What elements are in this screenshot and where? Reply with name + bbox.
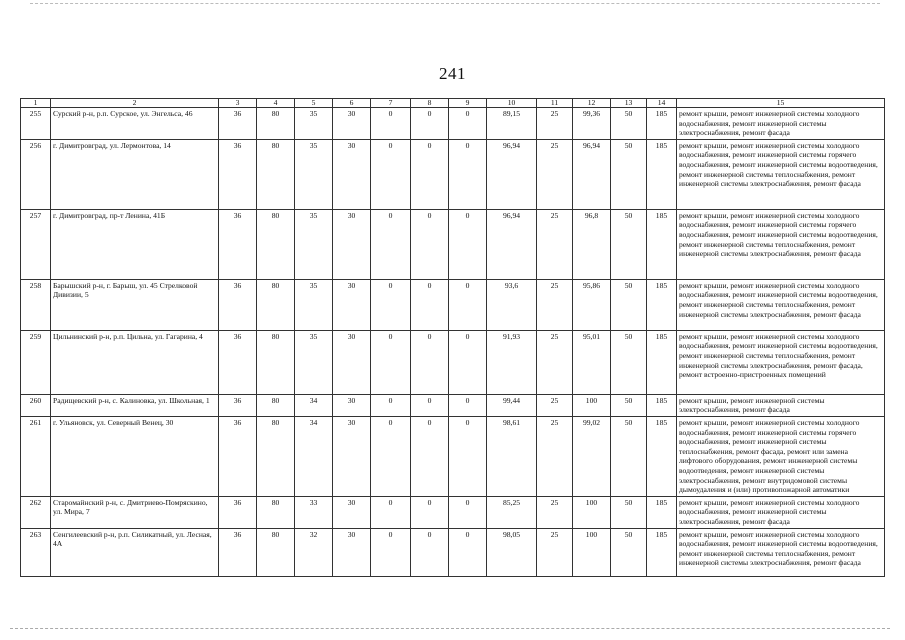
cell-col-c7: 0 [371, 139, 411, 209]
cell-col-c8: 0 [411, 209, 449, 279]
cell-col-c7: 0 [371, 496, 411, 528]
address-cell: Сенгилеевский р-н, р.п. Силикатный, ул. Лесная, 4А [51, 528, 219, 576]
cell-col-c5: 35 [295, 139, 333, 209]
header-cell: 3 [219, 99, 257, 108]
cell-col-c13: 50 [611, 139, 647, 209]
works-cell: ремонт крыши, ремонт инженерной системы холодного водоснабжения, ремонт инженерной системы электроснабжения, ремонт фасада [677, 108, 885, 140]
address-cell: г. Димитровград, пр-т Ленина, 41Б [51, 209, 219, 279]
cell-col-c10: 85,25 [487, 496, 537, 528]
address-cell: Барышский р-н, г. Барыш, ул. 45 Стрелковой Дивизии, 5 [51, 279, 219, 330]
cell-col-c11: 25 [537, 496, 573, 528]
works-cell: ремонт крыши, ремонт инженерной системы электроснабжения, ремонт фасада [677, 394, 885, 416]
cell-col-c14: 185 [647, 528, 677, 576]
cell-col-c5: 35 [295, 279, 333, 330]
cell-col-c11: 25 [537, 108, 573, 140]
cell-col-c10: 99,44 [487, 394, 537, 416]
cell-col-c9: 0 [449, 139, 487, 209]
header-cell: 13 [611, 99, 647, 108]
cell-col-c5: 34 [295, 394, 333, 416]
cell-col-c8: 0 [411, 279, 449, 330]
cell-col-c4: 80 [257, 209, 295, 279]
header-cell: 12 [573, 99, 611, 108]
header-cell: 11 [537, 99, 573, 108]
cell-col-c12: 99,36 [573, 108, 611, 140]
cell-col-c13: 50 [611, 416, 647, 496]
row-number-cell: 257 [21, 209, 51, 279]
cell-col-c13: 50 [611, 528, 647, 576]
cell-col-c8: 0 [411, 330, 449, 394]
cell-col-c6: 30 [333, 528, 371, 576]
cell-col-c13: 50 [611, 279, 647, 330]
table-row [21, 496, 885, 528]
table-row [21, 416, 885, 496]
table-row [21, 394, 885, 416]
cell-col-c8: 0 [411, 528, 449, 576]
cell-col-c3: 36 [219, 394, 257, 416]
table-row [21, 279, 885, 330]
cell-col-c6: 30 [333, 416, 371, 496]
cell-col-c12: 95,01 [573, 330, 611, 394]
cell-col-c5: 33 [295, 496, 333, 528]
cell-col-c3: 36 [219, 528, 257, 576]
header-cell: 9 [449, 99, 487, 108]
cell-col-c4: 80 [257, 108, 295, 140]
cell-col-c7: 0 [371, 330, 411, 394]
address-cell: Радищевский р-н, с. Калиновка, ул. Школьная, 1 [51, 394, 219, 416]
cell-col-c9: 0 [449, 416, 487, 496]
header-cell: 1 [21, 99, 51, 108]
cell-col-c4: 80 [257, 496, 295, 528]
cell-col-c9: 0 [449, 209, 487, 279]
cell-col-c3: 36 [219, 139, 257, 209]
address-cell: г. Ульяновск, ул. Северный Венец, 30 [51, 416, 219, 496]
register-table [20, 98, 885, 577]
cell-col-c13: 50 [611, 496, 647, 528]
cell-col-c12: 100 [573, 528, 611, 576]
cell-col-c5: 35 [295, 108, 333, 140]
table-row [21, 330, 885, 394]
row-number-cell: 255 [21, 108, 51, 140]
cell-col-c10: 91,93 [487, 330, 537, 394]
cell-col-c14: 185 [647, 209, 677, 279]
cell-col-c12: 96,94 [573, 139, 611, 209]
table-row [21, 209, 885, 279]
scan-edge-bottom [10, 628, 890, 629]
row-number-cell: 260 [21, 394, 51, 416]
header-cell: 15 [677, 99, 885, 108]
row-number-cell: 256 [21, 139, 51, 209]
cell-col-c8: 0 [411, 496, 449, 528]
cell-col-c10: 93,6 [487, 279, 537, 330]
cell-col-c13: 50 [611, 209, 647, 279]
header-cell: 14 [647, 99, 677, 108]
cell-col-c7: 0 [371, 394, 411, 416]
cell-col-c14: 185 [647, 108, 677, 140]
row-number-cell: 261 [21, 416, 51, 496]
cell-col-c4: 80 [257, 416, 295, 496]
cell-col-c5: 32 [295, 528, 333, 576]
cell-col-c9: 0 [449, 496, 487, 528]
cell-col-c14: 185 [647, 279, 677, 330]
cell-col-c9: 0 [449, 528, 487, 576]
cell-col-c5: 34 [295, 416, 333, 496]
address-cell: Цильнинский р-н, р.п. Цильна, ул. Гагарина, 4 [51, 330, 219, 394]
cell-col-c6: 30 [333, 209, 371, 279]
header-cell: 5 [295, 99, 333, 108]
cell-col-c11: 25 [537, 209, 573, 279]
header-cell: 4 [257, 99, 295, 108]
works-cell: ремонт крыши, ремонт инженерной системы холодного водоснабжения, ремонт инженерной системы горячего водоснабжения, ремонт инженерной системы водоотведения, ремонт инженерной системы теплоснабжения, ремонт инженерной системы электроснабжения, ремонт фасада [677, 139, 885, 209]
cell-col-c11: 25 [537, 279, 573, 330]
cell-col-c3: 36 [219, 108, 257, 140]
cell-col-c5: 35 [295, 209, 333, 279]
cell-col-c13: 50 [611, 330, 647, 394]
cell-col-c12: 95,86 [573, 279, 611, 330]
cell-col-c13: 50 [611, 394, 647, 416]
cell-col-c12: 100 [573, 394, 611, 416]
cell-col-c6: 30 [333, 496, 371, 528]
address-cell: Сурский р-н, р.п. Сурское, ул. Энгельса, 46 [51, 108, 219, 140]
table-row [21, 108, 885, 140]
cell-col-c11: 25 [537, 330, 573, 394]
cell-col-c9: 0 [449, 108, 487, 140]
cell-col-c8: 0 [411, 416, 449, 496]
header-cell: 10 [487, 99, 537, 108]
works-cell: ремонт крыши, ремонт инженерной системы холодного водоснабжения, ремонт инженерной системы водоотведения, ремонт инженерной системы теплоснабжения, ремонт инженерной системы электроснабжения, ремонт фасада [677, 279, 885, 330]
cell-col-c10: 96,94 [487, 209, 537, 279]
cell-col-c11: 25 [537, 528, 573, 576]
cell-col-c8: 0 [411, 394, 449, 416]
cell-col-c4: 80 [257, 528, 295, 576]
cell-col-c8: 0 [411, 139, 449, 209]
header-cell: 7 [371, 99, 411, 108]
cell-col-c4: 80 [257, 394, 295, 416]
cell-col-c10: 98,61 [487, 416, 537, 496]
cell-col-c10: 89,15 [487, 108, 537, 140]
works-cell: ремонт крыши, ремонт инженерной системы холодного водоснабжения, ремонт инженерной системы горячего водоснабжения, ремонт инженерной системы водоотведения, ремонт инженерной системы теплоснабжения, ремонт инженерной системы электроснабжения, ремонт фасада [677, 209, 885, 279]
cell-col-c5: 35 [295, 330, 333, 394]
cell-col-c3: 36 [219, 496, 257, 528]
cell-col-c10: 98,05 [487, 528, 537, 576]
cell-col-c14: 185 [647, 496, 677, 528]
header-cell: 8 [411, 99, 449, 108]
works-cell: ремонт крыши, ремонт инженерной системы холодного водоснабжения, ремонт инженерной системы горячего водоснабжения, ремонт инженерной системы теплоснабжения, ремонт фасада, ремонт или замена лифтового оборудования, ремонт инженерной системы водоотведения, ремонт инженерной системы электроснабжения, ремонт внутридомовой системы дымоудаления и (или) противопожарной автоматики [677, 416, 885, 496]
cell-col-c11: 25 [537, 416, 573, 496]
works-cell: ремонт крыши, ремонт инженерной системы холодного водоснабжения, ремонт инженерной системы водоотведения, ремонт инженерной системы теплоснабжения, ремонт инженерной системы электроснабжения, ремонт фасада [677, 528, 885, 576]
scan-edge-top [30, 3, 880, 4]
cell-col-c9: 0 [449, 279, 487, 330]
cell-col-c14: 185 [647, 394, 677, 416]
row-number-cell: 263 [21, 528, 51, 576]
cell-col-c6: 30 [333, 108, 371, 140]
cell-col-c7: 0 [371, 209, 411, 279]
cell-col-c13: 50 [611, 108, 647, 140]
cell-col-c12: 96,8 [573, 209, 611, 279]
header-cell: 2 [51, 99, 219, 108]
cell-col-c6: 30 [333, 330, 371, 394]
cell-col-c7: 0 [371, 279, 411, 330]
cell-col-c10: 96,94 [487, 139, 537, 209]
works-cell: ремонт крыши, ремонт инженерной системы холодного водоснабжения, ремонт инженерной системы водоотведения, ремонт инженерной системы теплоснабжения, ремонт инженерной системы электроснабжения, ремонт фасада, ремонт встроенно-пристроенных помещений [677, 330, 885, 394]
cell-col-c6: 30 [333, 139, 371, 209]
address-cell: Старомайнский р-н, с. Дмитриево-Помряскино, ул. Мира, 7 [51, 496, 219, 528]
cell-col-c8: 0 [411, 108, 449, 140]
row-number-cell: 258 [21, 279, 51, 330]
table-row [21, 528, 885, 576]
cell-col-c12: 100 [573, 496, 611, 528]
cell-col-c14: 185 [647, 416, 677, 496]
cell-col-c14: 185 [647, 330, 677, 394]
cell-col-c4: 80 [257, 139, 295, 209]
cell-col-c9: 0 [449, 394, 487, 416]
header-row [21, 99, 885, 108]
cell-col-c11: 25 [537, 394, 573, 416]
cell-col-c14: 185 [647, 139, 677, 209]
row-number-cell: 259 [21, 330, 51, 394]
row-number-cell: 262 [21, 496, 51, 528]
table-row [21, 139, 885, 209]
cell-col-c3: 36 [219, 416, 257, 496]
cell-col-c6: 30 [333, 279, 371, 330]
cell-col-c3: 36 [219, 209, 257, 279]
cell-col-c7: 0 [371, 528, 411, 576]
header-cell: 6 [333, 99, 371, 108]
cell-col-c4: 80 [257, 279, 295, 330]
cell-col-c12: 99,02 [573, 416, 611, 496]
page-number: 241 [439, 64, 466, 83]
cell-col-c6: 30 [333, 394, 371, 416]
address-cell: г. Димитровград, ул. Лермонтова, 14 [51, 139, 219, 209]
cell-col-c7: 0 [371, 108, 411, 140]
cell-col-c3: 36 [219, 279, 257, 330]
cell-col-c9: 0 [449, 330, 487, 394]
cell-col-c11: 25 [537, 139, 573, 209]
cell-col-c3: 36 [219, 330, 257, 394]
cell-col-c7: 0 [371, 416, 411, 496]
cell-col-c4: 80 [257, 330, 295, 394]
works-cell: ремонт крыши, ремонт инженерной системы холодного водоснабжения, ремонт инженерной системы электроснабжения, ремонт фасада [677, 496, 885, 528]
